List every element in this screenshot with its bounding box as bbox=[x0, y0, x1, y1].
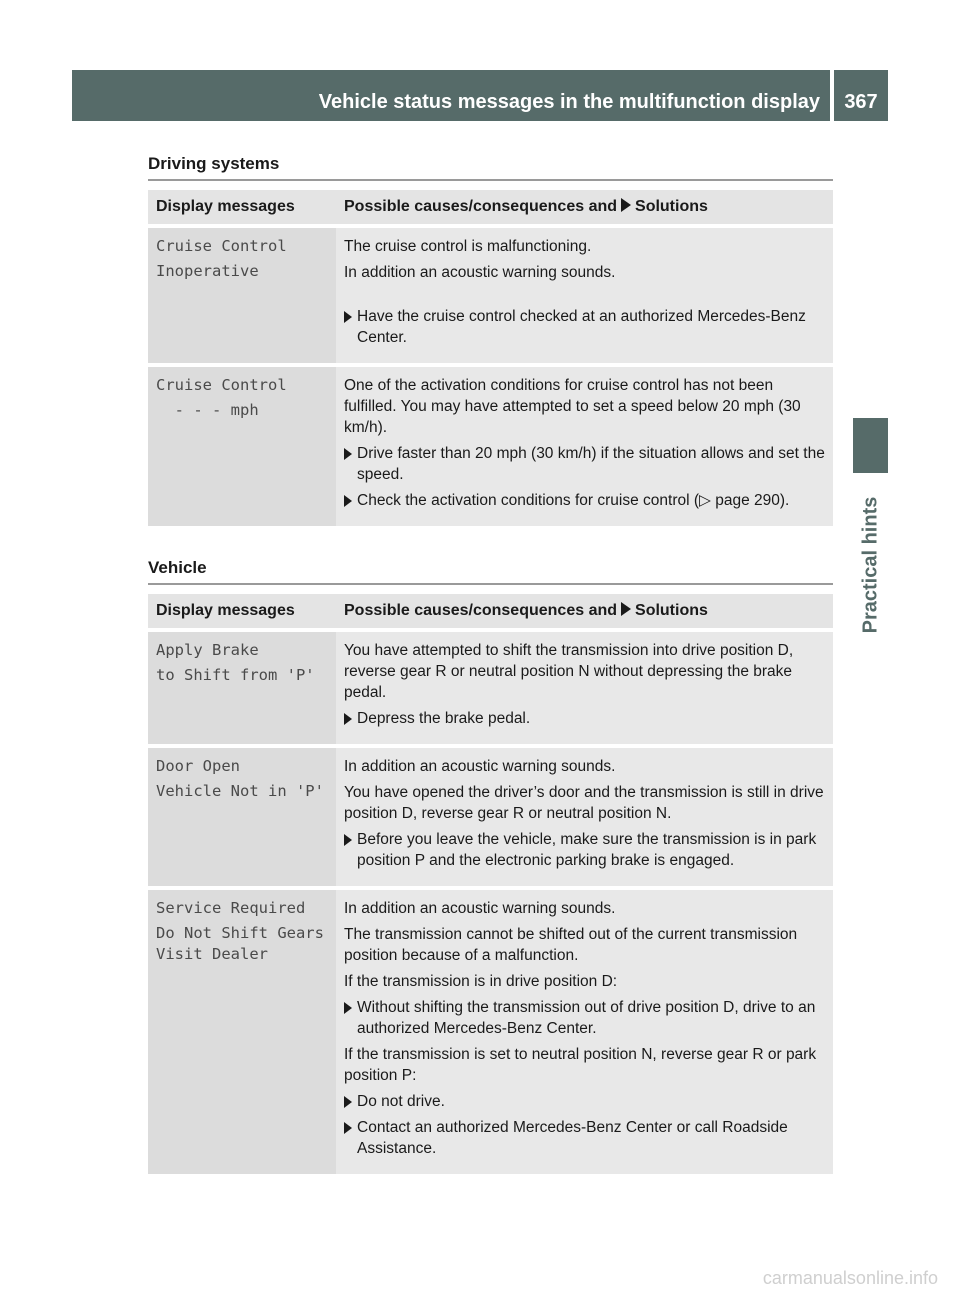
table-row bbox=[148, 228, 833, 363]
solution-step: Depress the brake pedal. bbox=[344, 708, 825, 729]
solution-step: Have the cruise control checked at an authorized Mercedes-Benz Center. bbox=[344, 306, 825, 348]
display-message: Service Required Do Not Shift Gears Visit Dealer bbox=[148, 890, 336, 1174]
table-row bbox=[148, 890, 833, 1174]
page-title: Vehicle status messages in the multifunction display bbox=[72, 70, 830, 121]
watermark: carmanualsonline.info bbox=[762, 1268, 938, 1288]
side-tab-label: Practical hints bbox=[859, 496, 881, 634]
column-header: Display messages bbox=[148, 190, 336, 224]
solution-step: Check the activation conditions for cruise control (▷ page 290). bbox=[344, 490, 825, 511]
solution-step: Do not drive. bbox=[344, 1091, 825, 1112]
causes-solutions: In addition an acoustic warning sounds. You have opened the driver’s door and the transmission is still in drive position D, reverse gear R or neutral position N. Before you leave the vehicle, make sure the transmission is in park position P and the electronic parking brake is engaged. bbox=[336, 748, 833, 886]
causes-solutions: One of the activation conditions for cruise control has not been fulfilled. You may have attempted to set a speed below 20 mph (30 km/h). Drive faster than 20 mph (30 km/h) if the situation allows and set the speed. Check the activation conditions for cruise control (▷ page 290). bbox=[336, 367, 833, 526]
column-header: Display messages bbox=[148, 594, 336, 628]
message-table bbox=[148, 186, 833, 530]
column-header: Possible causes/consequences and Solutions bbox=[336, 594, 833, 628]
solution-step: Before you leave the vehicle, make sure the transmission is in park position P and the electronic parking brake is engaged. bbox=[344, 829, 825, 871]
page-header bbox=[72, 70, 888, 121]
table-row bbox=[148, 632, 833, 744]
solution-step: Without shifting the transmission out of drive position D, drive to an authorized Mercedes-Benz Center. bbox=[344, 997, 825, 1039]
table-row bbox=[148, 367, 833, 526]
table-header-row bbox=[148, 594, 833, 628]
section-title: Vehicle bbox=[148, 558, 833, 585]
display-message: Door Open Vehicle Not in 'P' bbox=[148, 748, 336, 886]
arrow-right-icon bbox=[621, 198, 631, 212]
causes-solutions: You have attempted to shift the transmission into drive position D, reverse gear R or neutral position N without depressing the brake pedal. Depress the brake pedal. bbox=[336, 632, 833, 744]
solution-step: Contact an authorized Mercedes-Benz Center or call Roadside Assistance. bbox=[344, 1117, 825, 1159]
page-number: 367 bbox=[834, 70, 888, 121]
message-table bbox=[148, 590, 833, 1178]
display-message: Cruise Control - - - mph bbox=[148, 367, 336, 526]
causes-solutions: In addition an acoustic warning sounds. The transmission cannot be shifted out of the current transmission position because of a malfunction. If the transmission is in drive position D: Without shifting the transmission out of drive position D, drive to an authorized Mercedes-Benz Center. If the transmission is set to neutral position N, reverse gear R or park position P: Do not drive. Contact an authorized Mercedes-Benz Center or call Roadside Assistance. bbox=[336, 890, 833, 1174]
solution-step: Drive faster than 20 mph (30 km/h) if the situation allows and set the speed. bbox=[344, 443, 825, 485]
side-tab-marker bbox=[853, 418, 888, 473]
table-row bbox=[148, 748, 833, 886]
display-message: Cruise Control Inoperative bbox=[148, 228, 336, 363]
display-message: Apply Brake to Shift from 'P' bbox=[148, 632, 336, 744]
causes-solutions: The cruise control is malfunctioning. In addition an acoustic warning sounds. Have the cruise control checked at an authorized Mercedes-Benz Center. bbox=[336, 228, 833, 363]
table-header-row bbox=[148, 190, 833, 224]
column-header: Possible causes/consequences and Solutions bbox=[336, 190, 833, 224]
section-title: Driving systems bbox=[148, 154, 833, 181]
arrow-right-icon bbox=[621, 602, 631, 616]
